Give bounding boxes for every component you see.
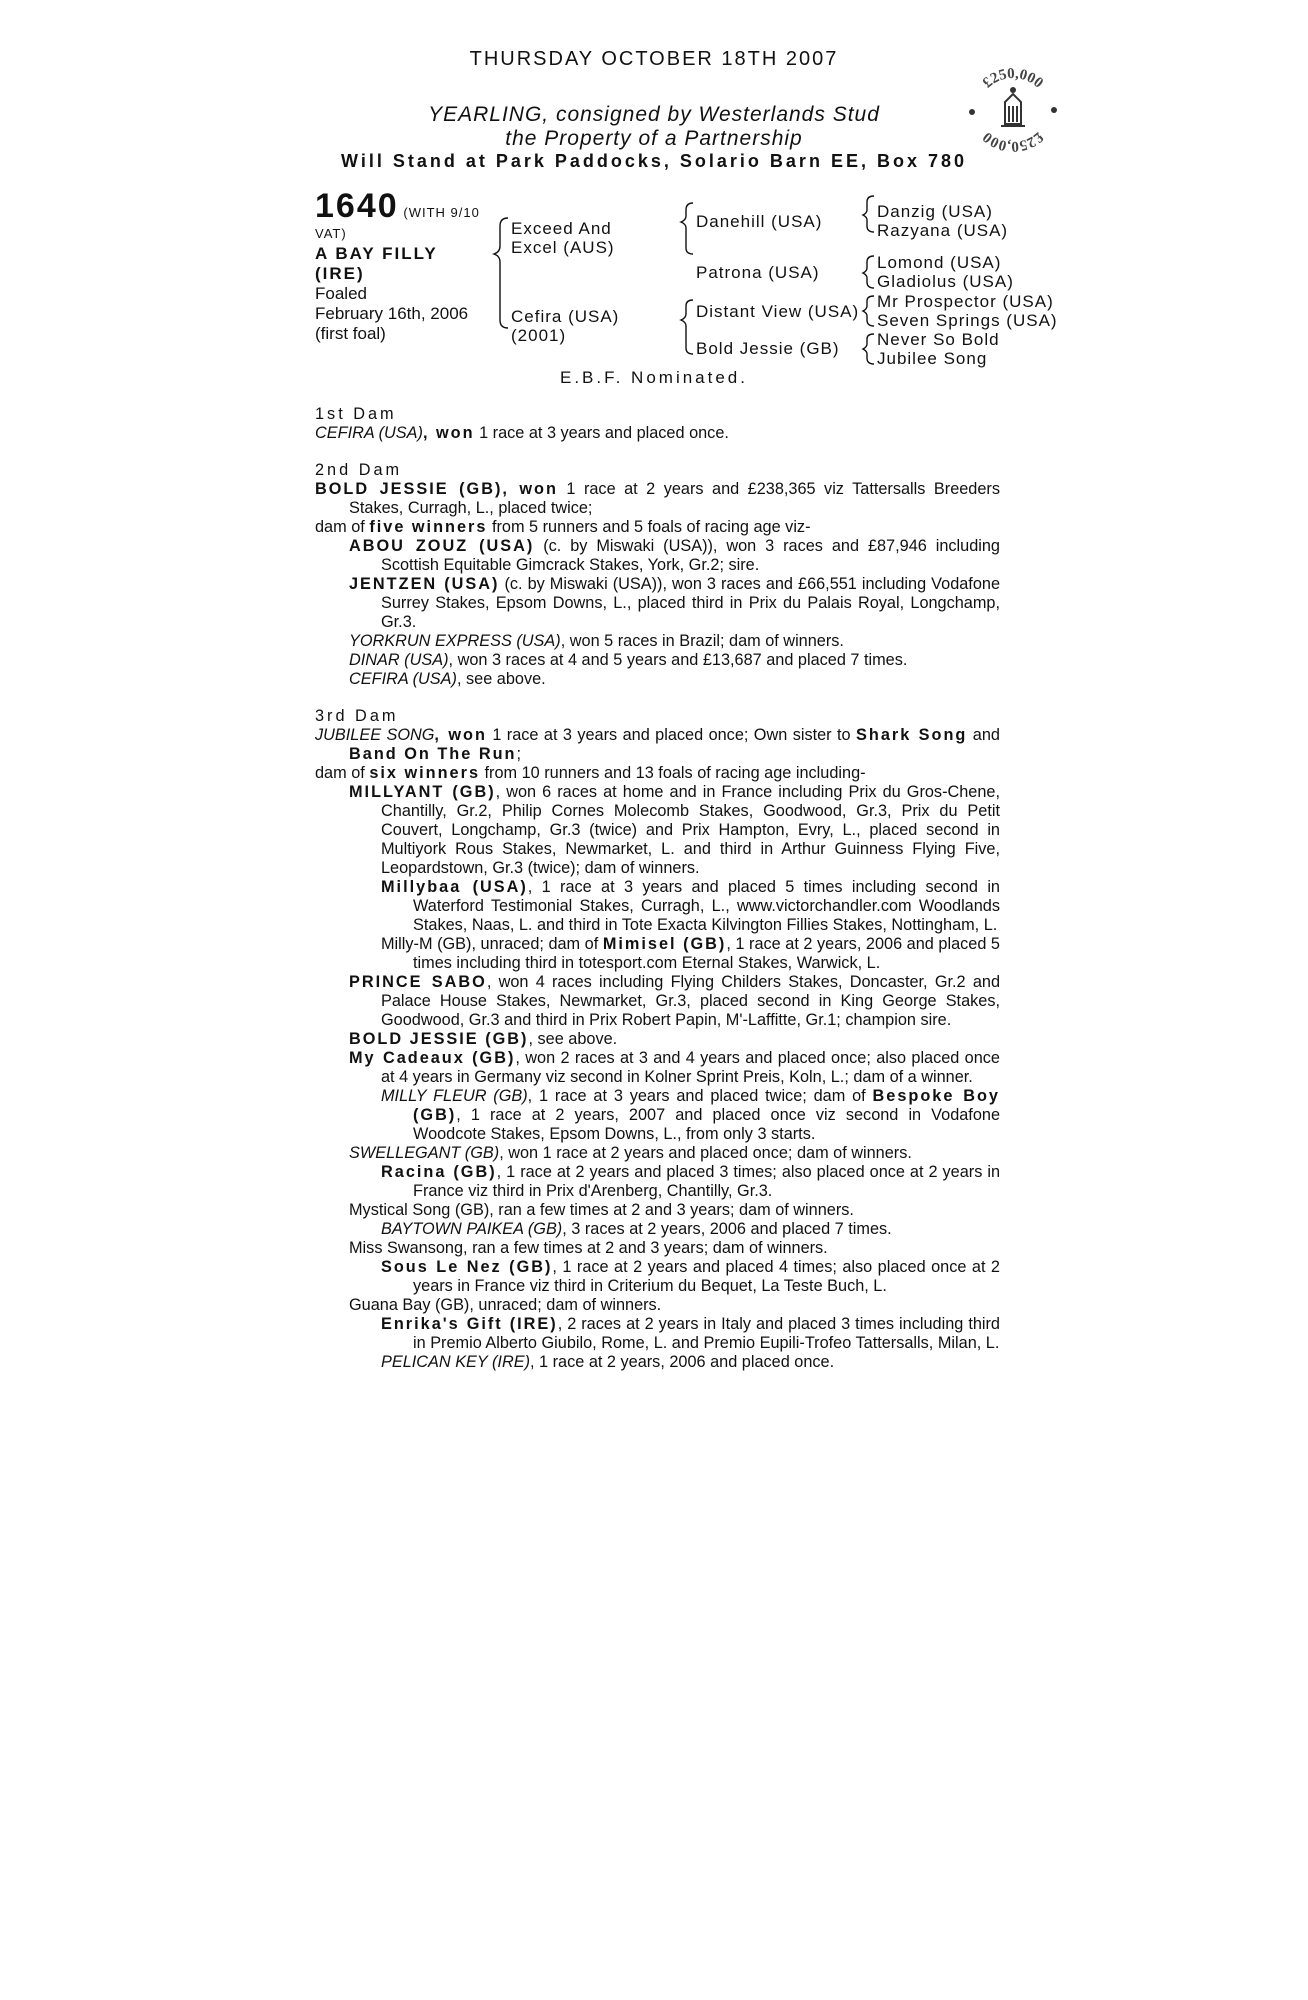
produce-swellegant: SWELLEGANT (GB), won 1 race at 2 years and placed once; dam of winners. bbox=[349, 1144, 912, 1162]
pedigree-g4: Gladiolus (USA) bbox=[877, 272, 1014, 291]
pedigree-g8: Jubilee Song bbox=[877, 349, 988, 368]
pedigree-g6: Seven Springs (USA) bbox=[877, 311, 1058, 330]
third-dam-produce-summary: dam of six winners from 10 runners and 13 foals of racing age including- bbox=[315, 764, 866, 782]
foaled-date: February 16th, 2006 bbox=[315, 304, 469, 323]
produce-my-cadeaux: My Cadeaux (GB), won 2 races at 3 and 4 years and placed once; also placed once at 4 years in Germany viz second in Kolner Sprint Preis, Koln, L.; dam of a winner. bbox=[349, 1049, 1000, 1086]
pedigree-g1: Danzig (USA) bbox=[877, 202, 993, 221]
property-line: the Property of a Partnership bbox=[505, 127, 803, 150]
pedigree-sire-sire: Danehill (USA) bbox=[696, 212, 823, 231]
produce-abou-zouz: ABOU ZOUZ (USA) (c. by Miswaki (USA)), won 3 races and £87,946 including Scottish Equitable Gimcrack Stakes, York, Gr.2; sire. bbox=[349, 537, 1000, 574]
produce-miss-swansong: Miss Swansong, ran a few times at 2 and 3 years; dam of winners. bbox=[349, 1239, 828, 1257]
produce-racina: Racina (GB), 1 race at 2 years and placed 3 times; also placed once at 2 years in France viz third in Prix d'Arenberg, Chantilly, Gr.3. bbox=[381, 1163, 1000, 1200]
pedigree-dam: Cefira (USA) (2001) bbox=[511, 307, 620, 345]
produce-prince-sabo: PRINCE SABO, won 4 races including Flying Childers Stakes, Doncaster, Gr.2 and Palace House Stakes, Newmarket, Gr.3, placed second in King George Stakes, Goodwood, Gr.3 and third in Prix Robert Papin, M'-Laffitte, Gr.1; champion sire. bbox=[349, 973, 1000, 1029]
pedigree-notes bbox=[315, 405, 1000, 1372]
third-dam-heading: 3rd Dam bbox=[315, 707, 399, 725]
produce-baytown-paikea: BAYTOWN PAIKEA (GB), 3 races at 2 years, 2006 and placed 7 times. bbox=[381, 1220, 892, 1238]
pedigree-sire: Exceed And Excel (AUS) bbox=[511, 219, 615, 257]
pedigree-dam-sire: Distant View (USA) bbox=[696, 302, 860, 321]
produce-millyant: MILLYANT (GB), won 6 races at home and in France including Prix du Gros-Chene, Chantilly, Gr.2, Philip Cornes Molecomb Stakes, Goodwood, Gr.3, Prix du Petit Couvert, Longchamp, Gr.3 (twice) and Prix Hampton, Evry, L., placed second in Multiyork Rous Stakes, Newmarket, L. and third in Arthur Guinness Flying Five, Leopardstown, Gr.3 (twice); dam of winners. bbox=[349, 783, 1000, 877]
produce-yorkrun-express: YORKRUN EXPRESS (USA), won 5 races in Brazil; dam of winners. bbox=[349, 632, 844, 650]
produce-sous-le-nez: Sous Le Nez (GB), 1 race at 2 years and placed 4 times; also placed once at 2 years in France viz third in Criterium du Bequet, La Teste Buch, L. bbox=[381, 1258, 1000, 1295]
pedigree-g2: Razyana (USA) bbox=[877, 221, 1009, 240]
vat-note: (WITH 9/10 VAT) bbox=[315, 205, 480, 241]
produce-bold-jessie: BOLD JESSIE (GB), see above. bbox=[349, 1030, 618, 1048]
pedigree-dam-dam: Bold Jessie (GB) bbox=[696, 339, 840, 358]
pedigree-g7: Never So Bold bbox=[877, 330, 1000, 349]
pedigree-sire-dam: Patrona (USA) bbox=[696, 263, 820, 282]
consignor-line: YEARLING, consigned by Westerlands Stud bbox=[428, 103, 880, 126]
produce-enrikas-gift: Enrika's Gift (IRE), 2 races at 2 years in Italy and placed 3 times including third in Premio Alberto Giubilo, Rome, L. and Premio Eupili-Trofeo Tattersalls, Milan, L. bbox=[381, 1315, 1000, 1352]
svg-text:£250,000: £250,000 bbox=[979, 128, 1047, 155]
produce-guana-bay: Guana Bay (GB), unraced; dam of winners. bbox=[349, 1296, 662, 1314]
svg-text:£250,000: £250,000 bbox=[979, 65, 1047, 92]
first-dam-heading: 1st Dam bbox=[315, 405, 397, 423]
produce-cefira: CEFIRA (USA), see above. bbox=[349, 670, 546, 688]
produce-milly-m: Milly-M (GB), unraced; dam of Mimisel (GB), 1 race at 2 years, 2006 and placed 5 times including third in totesport.com Eternal Stakes, Warwick, L. bbox=[381, 935, 1000, 972]
produce-milly-fleur: MILLY FLEUR (GB), 1 race at 3 years and placed twice; dam of Bespoke Boy (GB), 1 race at 2 years, 2007 and placed once viz second in Vodafone Woodcote Stakes, Epsom Downs, L., from only 3 starts. bbox=[381, 1087, 1000, 1143]
sale-date: THURSDAY OCTOBER 18TH 2007 bbox=[469, 48, 839, 70]
lot-number: 1640 bbox=[315, 187, 399, 225]
produce-pelican-key: PELICAN KEY (IRE), 1 race at 2 years, 2006 and placed once. bbox=[381, 1353, 835, 1371]
second-dam-heading: 2nd Dam bbox=[315, 461, 403, 479]
second-dam-produce-summary: dam of five winners from 5 runners and 5 foals of racing age viz- bbox=[315, 518, 811, 536]
pedigree-g3: Lomond (USA) bbox=[877, 253, 1002, 272]
third-dam-record: JUBILEE SONG, won 1 race at 3 years and placed once; Own sister to Shark Song and Band On The Run; bbox=[315, 726, 1000, 763]
produce-dinar: DINAR (USA), won 3 races at 4 and 5 years and £13,687 and placed 7 times. bbox=[349, 651, 908, 669]
pedigree-braces bbox=[0, 0, 1308, 400]
second-dam-record: BOLD JESSIE (GB), won 1 race at 2 years and £238,365 viz Tattersalls Breeders Stakes, Curragh, L., placed twice; bbox=[315, 480, 1000, 517]
pedigree-g5: Mr Prospector (USA) bbox=[877, 292, 1054, 311]
produce-jentzen: JENTZEN (USA) (c. by Miswaki (USA)), won 3 races and £66,551 including Vodafone Surrey Stakes, Epsom Downs, L., placed third in Prix du Palais Royal, Longchamp, Gr.3. bbox=[349, 575, 1000, 631]
first-dam-record: CEFIRA (USA), won 1 race at 3 years and placed once. bbox=[315, 424, 729, 442]
lot-name: A BAY FILLY (IRE) bbox=[315, 244, 438, 283]
produce-millybaa: Millybaa (USA), 1 race at 3 years and placed 5 times including second in Waterford Testimonial Stakes, Curragh, L., www.victorchandler.com Woodlands Stakes, Naas, L. and third in Tote Exacta Kilvington Fillies Stakes, Nottingham, L. bbox=[381, 878, 1000, 934]
foaled-label: Foaled bbox=[315, 284, 367, 303]
stand-location: Will Stand at Park Paddocks, Solario Barn EE, Box 780 bbox=[341, 151, 967, 171]
ebf-nominated: E.B.F. Nominated. bbox=[559, 368, 748, 387]
first-foal-note: (first foal) bbox=[315, 324, 386, 343]
produce-mystical-song: Mystical Song (GB), ran a few times at 2 and 3 years; dam of winners. bbox=[349, 1201, 854, 1219]
